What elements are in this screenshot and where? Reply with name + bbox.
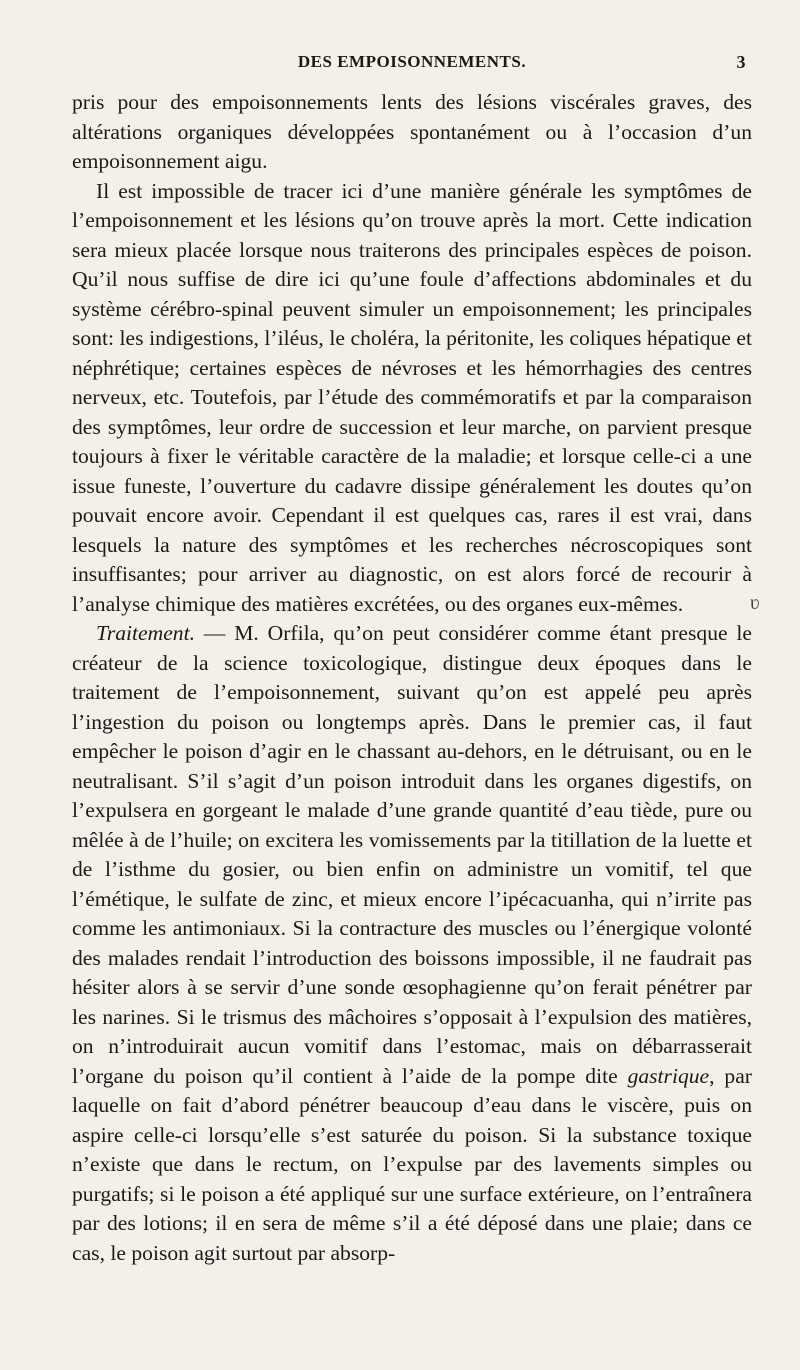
term-gastrique: gastrique: [627, 1063, 710, 1088]
paragraph-2: Il est impossible de tracer ici d’une manière générale les symptômes de l’empoisonnement et les lésions qu’on trouve après la mort. Cette indication sera mieux placée lorsque nous traiterons des principales espèces de poison. Qu’il nous suffise de dire ici qu’une foule d’affections abdominales et du système cérébro-spinal peuvent simuler un empoisonnement; les principales sont: les indigestions, l’iléus, le choléra, la péritonite, les coliques hépatique et néphrétique; certaines espèces de névroses et les hémorrhagies des centres nerveux, etc. Toutefois, par l’étude des commémoratifs et par la comparaison des symptômes, leur ordre de succession et leur marche, on parvient presque toujours à fixer le véritable caractère de la maladie; et lorsque celle-ci a une issue funeste, l’ouverture du cadavre dissipe généralement les doutes qu’on pouvait encore avoir. Cependant il est quelques cas, rares il est vrai, dans lesquels la nature des symptômes et les recherches nécroscopiques sont insuffisantes; pour arriver au diagnostic, on est alors forcé de recourir à l’analyse chimique des matières excrétées, ou des organes eux-mêmes.: [72, 178, 752, 616]
paragraph-3-text: — M. Orfila, qu’on peut considérer comme étant presque le créateur de la science toxicologique, distingue deux époques dans le traitement de l’empoisonnement, suivant qu’on est appelé peu après l’ingestion du poison ou longtemps après. Dans le premier cas, il faut empêcher le poison d’agir en le chassant au-dehors, en le détruisant, ou en le neutralisant. S’il s’agit d’un poison introduit dans les organes digestifs, on l’expulsera en gorgeant le malade d’une grande quantité d’eau tiède, pure ou mêlée à de l’huile; on excitera les vomissements par la titillation de la luette et de l’isthme du gosier, ou bien enfin on administre un vomitif, tel que l’émétique, le sulfate de zinc, et mieux encore l’ipécacuanha, qui n’irrite pas comme les antimoniaux. Si la contracture des muscles ou l’énergique volonté des malades rendait l’introduction des boissons impossible, il ne faudrait pas hésiter alors à se servir d’une sonde œsophagienne qu’on ferait pénétrer par les narines. Si le trismus des mâchoires s’opposait à l’expulsion des matières, on n’introduirait aucun vomitif dans l’estomac, mais on débarrasserait l’organe du poison qu’il contient à l’aide de la pompe dite: [72, 621, 752, 1088]
paragraph-3-end: , par laquelle on fait d’abord pénétrer beaucoup d’eau dans le viscère, puis on aspire celle-ci lorsqu’elle s’est saturée du poison. Si la substance toxique n’existe que dans le rectum, on l’expulse par des lavements simples ou purgatifs; si le poison a été appliqué sur une surface extérieure, on l’entraînera par des lotions; il en sera de même s’il a été déposé dans une plaie; dans ce cas, le poison agit surtout par absorp-: [72, 1063, 752, 1265]
margin-pencil-mark: ʋ: [750, 592, 760, 614]
running-head: [72, 42, 752, 82]
body-text: [72, 88, 752, 1268]
running-title: DES EMPOISONNEMENTS.: [297, 52, 527, 71]
paragraph-3: [72, 619, 752, 1268]
section-runin-heading: Traitement.: [96, 621, 195, 645]
paragraph-1: pris pour des empoisonnements lents des lésions viscérales graves, des altérations organiques développées spontanément ou à l’occasion d’un empoisonnement aigu.: [72, 90, 752, 173]
page-number: 3: [736, 52, 746, 72]
